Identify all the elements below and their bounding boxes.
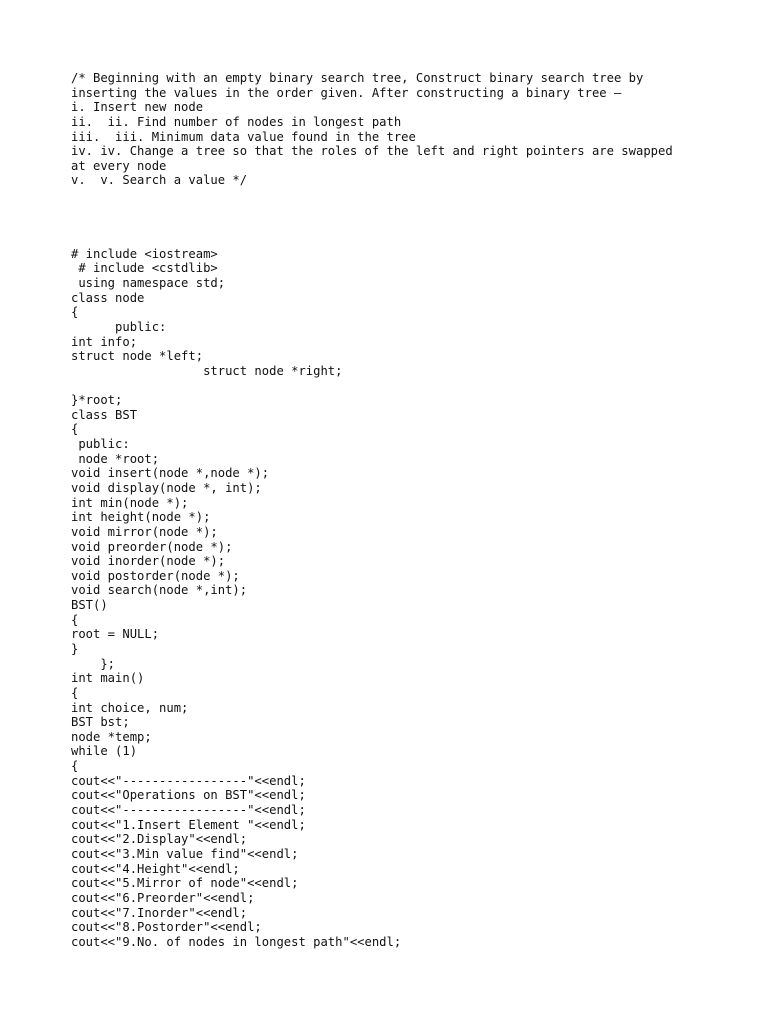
code-line	[71, 188, 741, 203]
code-line: {	[71, 305, 79, 320]
code-line: cout<<"Operations on BST"<<endl;	[71, 788, 306, 803]
code-line: cout<<"1.Insert Element "<<endl;	[71, 817, 306, 832]
code-line: cout<<"9.No. of nodes in longest path"<<endl;	[71, 934, 402, 949]
code-line: int choice, num;	[71, 700, 189, 715]
code-line	[71, 232, 741, 247]
code-line: /* Beginning with an empty binary search tree, Construct binary search tree by	[71, 71, 644, 85]
source-code-block	[71, 71, 741, 949]
code-line: int min(node *);	[71, 495, 189, 510]
code-line: class node	[71, 290, 145, 305]
code-line: void display(node *, int);	[71, 480, 262, 495]
code-line: public:	[71, 437, 130, 452]
code-line: void inorder(node *);	[71, 554, 226, 569]
code-line: cout<<"8.Postorder"<<endl;	[71, 920, 262, 935]
code-line: cout<<"3.Min value find"<<endl;	[71, 846, 299, 861]
code-line: cout<<"6.Preorder"<<endl;	[71, 890, 255, 905]
code-line: struct node *left;	[71, 349, 204, 364]
code-line: node *root;	[71, 451, 160, 466]
code-line: {	[71, 422, 79, 437]
code-line: cout<<"4.Height"<<endl;	[71, 861, 240, 876]
code-line: void mirror(node *);	[71, 524, 218, 539]
code-line: void search(node *,int);	[71, 583, 248, 598]
code-line: };	[71, 656, 116, 671]
code-line: ii. ii. Find number of nodes in longest path	[71, 114, 402, 129]
code-line: int main()	[71, 671, 145, 686]
code-line: iv. iv. Change a tree so that the roles of the left and right pointers are swapped	[71, 144, 673, 159]
code-line: {	[71, 759, 79, 774]
code-line: node *temp;	[71, 729, 152, 744]
code-line	[71, 203, 741, 218]
code-line: cout<<"-----------------"<<endl;	[71, 773, 306, 788]
code-line: v. v. Search a value */	[71, 173, 248, 188]
code-line: using namespace std;	[71, 275, 226, 290]
code-line: at every node	[71, 158, 167, 173]
code-line: cout<<"2.Display"<<endl;	[71, 832, 248, 847]
code-line: class BST	[71, 407, 138, 422]
code-line	[71, 217, 741, 232]
code-line: void postorder(node *);	[71, 568, 240, 583]
code-line: while (1)	[71, 744, 138, 759]
code-line: cout<<"5.Mirror of node"<<endl;	[71, 876, 299, 891]
code-line: # include <cstdlib>	[71, 261, 218, 276]
code-line: {	[71, 685, 79, 700]
code-line: inserting the values in the order given. After constructing a binary tree –	[71, 85, 622, 100]
code-line: struct node *right;	[71, 363, 343, 378]
code-line: # include <iostream>	[71, 246, 218, 261]
code-line: int info;	[71, 334, 138, 349]
code-line: cout<<"-----------------"<<endl;	[71, 803, 306, 818]
code-line: BST bst;	[71, 715, 130, 730]
code-line: {	[71, 612, 79, 627]
code-line: void insert(node *,node *);	[71, 466, 270, 481]
code-line: BST()	[71, 598, 108, 613]
code-line: void preorder(node *);	[71, 539, 233, 554]
code-line: int height(node *);	[71, 510, 211, 525]
code-line	[71, 378, 741, 393]
code-line: i. Insert new node	[71, 100, 204, 115]
code-line: cout<<"7.Inorder"<<endl;	[71, 905, 248, 920]
code-line: }*root;	[71, 393, 123, 408]
code-line: root = NULL;	[71, 627, 160, 642]
code-line: }	[71, 641, 79, 656]
code-line: public:	[71, 319, 167, 334]
code-line: iii. iii. Minimum data value found in the tree	[71, 129, 416, 144]
